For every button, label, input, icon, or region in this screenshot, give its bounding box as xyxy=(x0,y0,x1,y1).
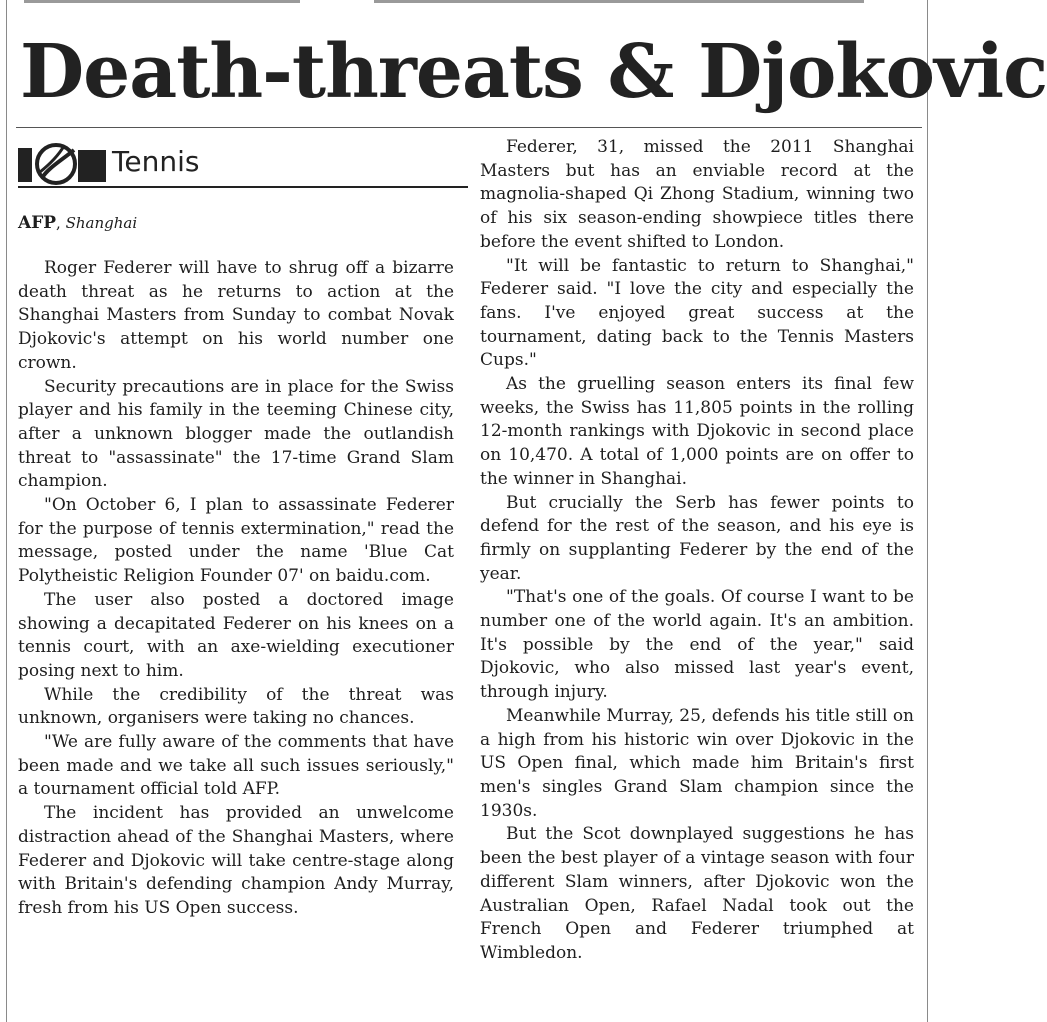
headline-rule xyxy=(16,127,922,128)
paragraph: "That's one of the goals. Of course I want to be number one of the world again. It's an ambition. It's possible by the end of the year," said Djokovic, who also missed last year's event, through injury. xyxy=(480,587,914,703)
byline-location: Shanghai xyxy=(65,214,138,232)
paragraph: "We are fully aware of the comments that have been made and we take all such issues seriously," a tournament official told AFP. xyxy=(18,732,454,800)
paragraph: Federer, 31, missed the 2011 Shanghai Masters but has an enviable record at the magnolia-shaped Qi Zhong Stadium, winning two of his six season-ending showpiece titles there before the event shifted to London. xyxy=(480,137,914,252)
top-rule-left xyxy=(24,0,300,3)
paragraph: But the Scot downplayed suggestions he has been the best player of a vintage season with four different Slam winners, after Djokovic won the Australian Open, Rafael Nadal took out the French Open and Federer triumphed at Wimbledon. xyxy=(480,824,914,963)
byline-source: AFP xyxy=(18,213,57,233)
tennis-ball-icon xyxy=(18,142,106,184)
byline: AFP, Shanghai xyxy=(18,213,138,233)
paragraph: The user also posted a doctored image showing a decapitated Federer on his knees on a tennis court, with an axe-wielding executioner posing next to him. xyxy=(18,589,454,681)
paragraph: Roger Federer will have to shrug off a bizarre death threat as he returns to action at the Shanghai Masters from Sunday to combat Novak Djokovic's attempt on his world number one crown. xyxy=(18,258,454,373)
headline: Death-threats & Djokovic xyxy=(20,29,1047,115)
paragraph: Meanwhile Murray, 25, defends his title still on a high from his historic win over Djokovic in the US Open final, which made him Britain's first men's singles Grand Slam champion since the 1930s. xyxy=(480,705,914,821)
paragraph: As the gruelling season enters its final few weeks, the Swiss has 11,805 points in the rolling 12-month rankings with Djokovic in second place on 10,470. A total of 1,000 points are on offer to the winner in Shanghai. xyxy=(480,374,914,489)
section-underline xyxy=(18,186,468,188)
top-rule-right xyxy=(374,0,864,3)
paragraph: "It will be fantastic to return to Shanghai," Federer said. "I love the city and especially the fans. I've enjoyed great success at the tournament, dating back to the Tennis Masters Cups." xyxy=(480,255,914,371)
paragraph: The incident has provided an unwelcome distraction ahead of the Shanghai Masters, where Federer and Djokovic will take centre-stage along with Britain's defending champion Andy Murray, fresh from his US Open success. xyxy=(18,803,454,918)
article-column-left xyxy=(18,257,454,921)
section-tag xyxy=(18,140,468,186)
paragraph: "On October 6, I plan to assassinate Federer for the purpose of tennis extermination," read the message, posted under the name 'Blue Cat Polytheistic Religion Founder 07' on baidu.com. xyxy=(18,495,454,587)
paragraph: But crucially the Serb has fewer points to defend for the rest of the season, and his eye is firmly on supplanting Federer by the end of the year. xyxy=(480,492,914,584)
paragraph: Security precautions are in place for the Swiss player and his family in the teeming Chinese city, after a unknown blogger made the outlandish threat to "assassinate" the 17-time Grand Slam champion. xyxy=(18,376,454,492)
section-label: Tennis xyxy=(112,145,200,178)
article-column-right xyxy=(480,136,914,966)
paragraph: While the credibility of the threat was unknown, organisers were taking no chances. xyxy=(18,684,454,729)
